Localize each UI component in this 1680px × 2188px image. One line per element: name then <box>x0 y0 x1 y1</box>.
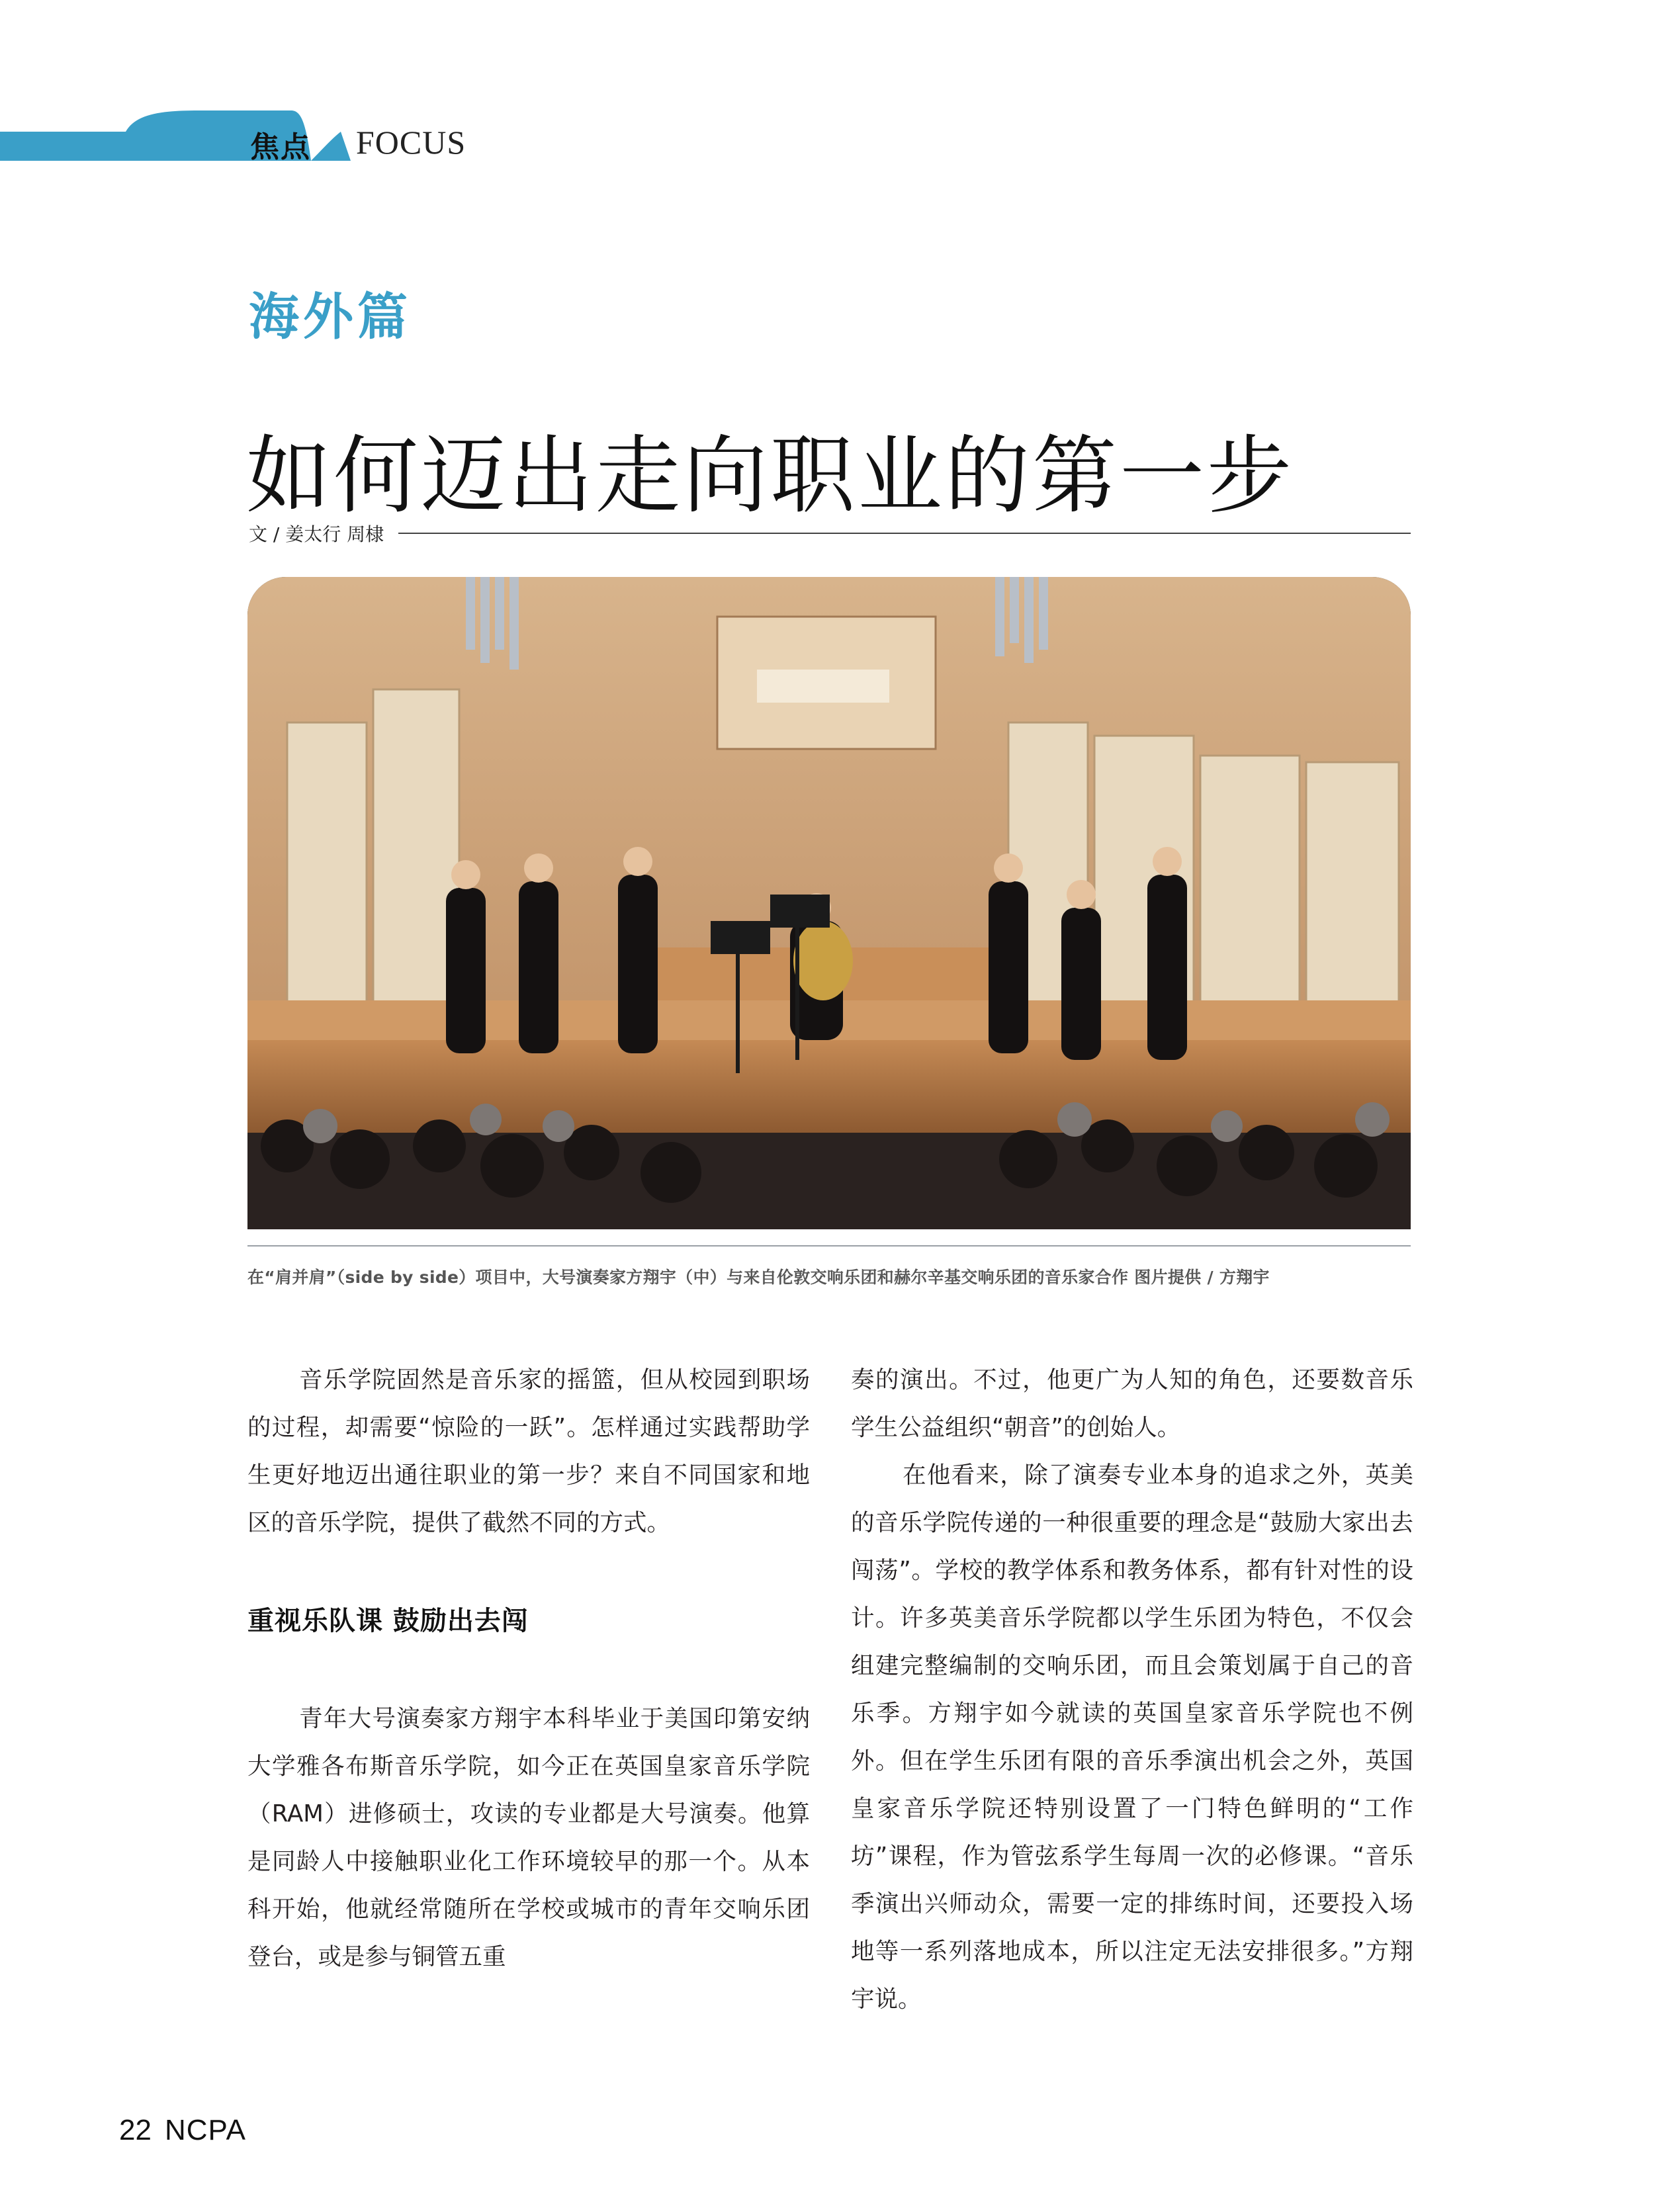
photo-caption: 在“肩并肩”（side by side）项目中，大号演奏家方翔宇（中）与来自伦敦交响乐团和赫尔辛基交响乐团的音乐家合作 图片提供 / 方翔宇 <box>247 1268 1270 1287</box>
concert-photo <box>247 577 1411 1229</box>
article-title: 如何迈出走向职业的第一步 <box>246 426 1295 525</box>
page-folio <box>119 2114 246 2147</box>
continued-paragraph: 奏的演出。不过，他更广为人知的角色，还要数音乐学生公益组织“朝音”的创始人。 <box>851 1366 1413 1441</box>
body-paragraph: 青年大号演奏家方翔宇本科毕业于美国印第安纳大学雅各布斯音乐学院，如今正在英国皇家音乐学院（RAM）进修硕士，攻读的专业都是大号演奏。他算是同龄人中接触职业化工作环境较早的那一个。从本科开始，他就经常随所在学校或城市的青年交响乐团登台，或是参与铜管五重 <box>247 1705 810 1970</box>
column-left <box>247 1356 810 1981</box>
section-tag-en: FOCUS <box>356 124 466 161</box>
byline: 文 / 姜太行 周棣 <box>249 523 384 545</box>
byline-row <box>249 520 1411 547</box>
intro-paragraph: 音乐学院固然是音乐家的摇篮，但从校园到职场的过程，却需要“惊险的一跃”。怎样通过实践帮助学生更好地迈出通往职业的第一步？来自不同国家和地区的音乐学院，提供了截然不同的方式。 <box>247 1366 810 1536</box>
column-right <box>851 1356 1413 2023</box>
concert-hall-photo <box>247 577 1411 1229</box>
brand-name: NCPA <box>164 2114 246 2146</box>
section-subhead: 重视乐队课 鼓励出去闯 <box>247 1606 529 1636</box>
page-number: 22 <box>119 2114 152 2146</box>
header-tab-shape <box>0 109 371 162</box>
section-tag-cn: 焦点 <box>250 130 311 164</box>
section-label: 海外篇 <box>249 287 412 346</box>
caption-rule <box>247 1245 1411 1247</box>
body-paragraph: 在他看来，除了演奏专业本身的追求之外，英美的音乐学院传递的一种很重要的理念是“鼓励大家出去闯荡”。学校的教学体系和教务体系，都有针对性的设计。许多英美音乐学院都以学生乐团为特色，不仅会组建完整编制的交响乐团，而且会策划属于自己的音乐季。方翔宇如今就读的英国皇家音乐学院也不例外。但在学生乐团有限的音乐季演出机会之外，英国皇家音乐学院还特别设置了一门特色鲜明的“工作坊”课程，作为管弦系学生每周一次的必修课。“音乐季演出兴师动众，需要一定的排练时间，还要投入场地等一系列落地成本，所以注定无法安排很多。”方翔宇说。 <box>851 1462 1413 2013</box>
byline-rule <box>398 533 1411 534</box>
